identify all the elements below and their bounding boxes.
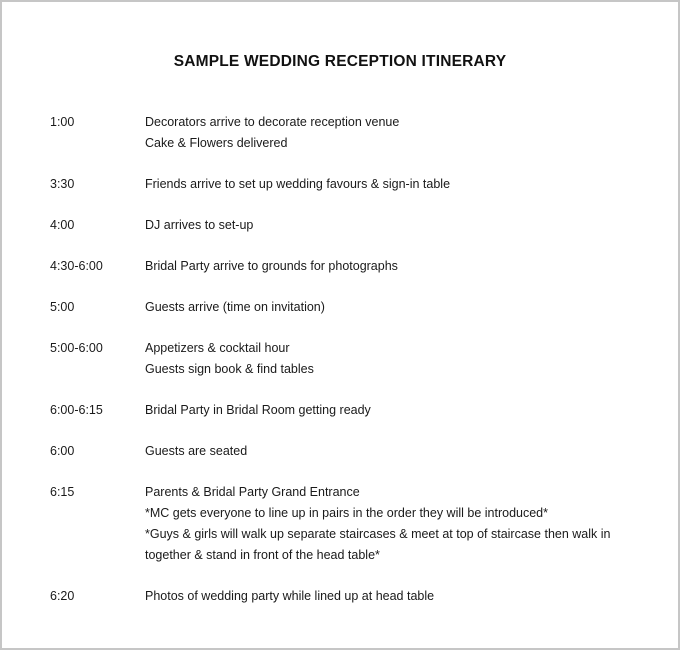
entry-line: DJ arrives to set-up (145, 218, 254, 232)
entry-line: Photos of wedding party while lined up at head table (145, 589, 435, 603)
entry-description (145, 297, 658, 318)
time-label: 6:15 (50, 485, 75, 499)
itinerary-row (50, 174, 658, 195)
entry-line: Appetizers & cocktail hour (145, 341, 290, 355)
entry-description (145, 400, 658, 421)
entry-line: Decorators arrive to decorate reception venue (145, 115, 400, 129)
itinerary-row (50, 400, 658, 421)
entry-line: Cake & Flowers delivered (145, 136, 288, 150)
entry-line: Guests are seated (145, 444, 248, 458)
entry-description (145, 482, 658, 566)
itinerary-row (50, 338, 658, 380)
itinerary-row (50, 215, 658, 236)
time-label: 3:30 (50, 177, 75, 191)
itinerary-row (50, 297, 658, 318)
page-title: SAMPLE WEDDING RECEPTION ITINERARY (173, 53, 507, 70)
time-label: 5:00 (50, 300, 75, 314)
itinerary-row (50, 586, 658, 607)
entry-line: Guests sign book & find tables (145, 362, 314, 376)
entry-description (145, 256, 658, 277)
entry-line: Bridal Party in Bridal Room getting ready (145, 403, 371, 417)
time-label: 6:00-6:15 (50, 403, 103, 417)
entry-description (145, 586, 658, 607)
entry-line: Friends arrive to set up wedding favours & sign-in table (145, 177, 451, 191)
entry-line: together & stand in front of the head table* (145, 548, 380, 562)
itinerary-row (50, 256, 658, 277)
time-label: 6:00 (50, 444, 75, 458)
entry-line: *Guys & girls will walk up separate staircases & meet at top of staircase then walk in (145, 527, 611, 541)
itinerary-row (50, 112, 658, 154)
time-label: 5:00-6:00 (50, 341, 103, 355)
entry-line: Bridal Party arrive to grounds for photographs (145, 259, 398, 273)
entry-description (145, 112, 658, 154)
entry-line: *MC gets everyone to line up in pairs in the order they will be introduced* (145, 506, 548, 520)
time-label: 4:00 (50, 218, 75, 232)
entry-description (145, 441, 658, 462)
itinerary-row (50, 482, 658, 566)
time-label: 6:20 (50, 589, 75, 603)
entry-line: Parents & Bridal Party Grand Entrance (145, 485, 360, 499)
itinerary-row (50, 441, 658, 462)
entry-line: Guests arrive (time on invitation) (145, 300, 325, 314)
itinerary-list (2, 112, 678, 607)
time-label: 1:00 (50, 115, 75, 129)
entry-description (145, 215, 658, 236)
time-label: 4:30-6:00 (50, 259, 103, 273)
entry-description (145, 174, 658, 195)
entry-description (145, 338, 658, 380)
